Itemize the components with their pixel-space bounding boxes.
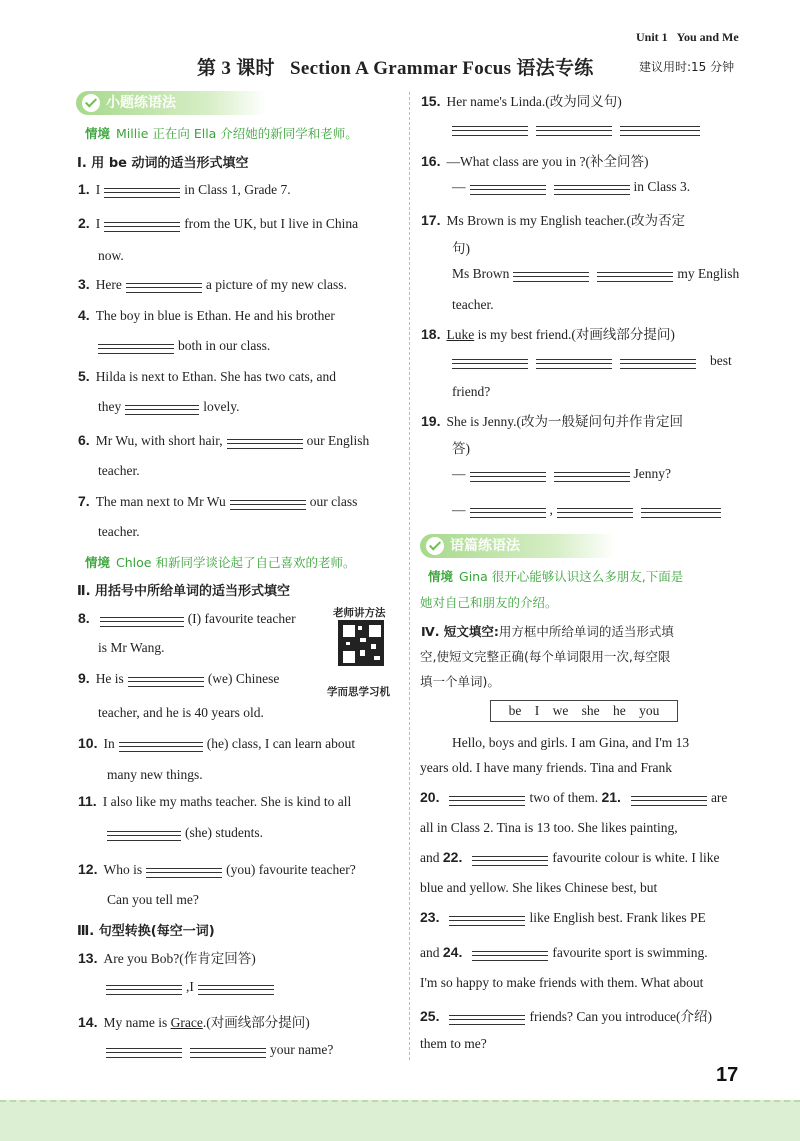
question-7-cont: teacher. [98, 524, 140, 539]
answer-blank[interactable] [452, 356, 528, 369]
answer-blank[interactable] [125, 402, 199, 415]
question-17: 17. Ms Brown is my English teacher.(改为否定 [421, 212, 685, 228]
answer-blank[interactable] [100, 614, 184, 627]
question-14-answer: your name? [102, 1042, 333, 1058]
passage-line-4: all in Class 2. Tina is 13 too. She likes painting, [420, 820, 678, 835]
question-1: 1. I in Class 1, Grade 7. [78, 181, 291, 197]
answer-blank[interactable] [620, 123, 700, 136]
answer-blank[interactable] [449, 793, 525, 806]
passage-line-2: years old. I have many friends. Tina and Frank [420, 760, 672, 775]
question-9-cont: teacher, and he is 40 years old. [98, 705, 264, 720]
question-2-cont: now. [98, 248, 124, 263]
section-4-instr-1: 空,使短文完整正确(每个单词限用一次,每空限 [420, 649, 671, 664]
answer-blank[interactable] [470, 182, 546, 195]
question-11-cont: (she) students. [103, 825, 263, 841]
answer-blank[interactable] [631, 793, 707, 806]
answer-blank[interactable] [449, 1012, 525, 1025]
question-17-cont: 句) [452, 241, 470, 256]
question-19-answer-2: — , [452, 502, 725, 518]
question-16: 16. —What class are you in ?(补全问答) [421, 153, 649, 169]
question-8: 8. (I) favourite teacher [78, 610, 296, 626]
context-1: 情境 Millie 正在向 Ella 介绍她的新同学和老师。 [85, 126, 358, 141]
column-divider [409, 92, 410, 1060]
answer-blank[interactable] [126, 280, 202, 293]
qr-code-icon[interactable] [338, 620, 384, 666]
question-17-answer: Ms Brown my English [452, 266, 740, 281]
question-19: 19. She is Jenny.(改为一般疑问句并作肯定回 [421, 413, 683, 429]
answer-blank[interactable] [198, 982, 274, 995]
question-6: 6. Mr Wu, with short hair, our English [78, 432, 370, 448]
passage-line-8: and 24. favourite sport is swimming. [420, 944, 708, 960]
question-7: 7. The man next to Mr Wu our class [78, 493, 358, 509]
question-5: 5. Hilda is next to Ethan. She has two cats, and [78, 368, 337, 384]
section-1-heading: Ⅰ. 用 be 动词的适当形式填空 [77, 156, 249, 171]
answer-blank[interactable] [452, 123, 528, 136]
passage-line-10: 25. friends? Can you introduce(介绍) [420, 1008, 713, 1024]
question-18-answer: best [448, 353, 732, 369]
answer-blank[interactable] [227, 436, 303, 449]
question-15: 15. Her name's Linda.(改为同义句) [421, 93, 622, 109]
answer-blank[interactable] [641, 505, 721, 518]
context-2: 情境 Chloe 和新同学谈论起了自己喜欢的老师。 [85, 555, 356, 570]
answer-blank[interactable] [119, 739, 203, 752]
question-13: 13. Are you Bob?(作肯定回答) [78, 950, 256, 966]
question-17-cont2: teacher. [452, 297, 494, 312]
banner-passage-exercises: 语篇练语法 [420, 534, 615, 558]
answer-blank[interactable] [513, 269, 589, 282]
answer-blank[interactable] [554, 469, 630, 482]
answer-blank[interactable] [472, 853, 548, 866]
page-number: 17 [716, 1064, 739, 1086]
question-3: 3. Here a picture of my new class. [78, 276, 347, 292]
check-icon [426, 537, 444, 555]
answer-blank[interactable] [620, 356, 696, 369]
answer-blank[interactable] [104, 185, 180, 198]
passage-line-3: 20. two of them. 21. are [420, 789, 728, 805]
question-18: 18. Luke is my best friend.(对画线部分提问) [421, 326, 675, 342]
context-3-cont: 她对自己和朋友的介绍。 [420, 595, 558, 610]
passage-line-1: Hello, boys and girls. I am Gina, and I'm 13 [452, 735, 690, 750]
page-title: 第 3 课时 Section A Grammar Focus 语法专练 [197, 58, 594, 79]
question-13-answer: ,I [102, 979, 278, 995]
answer-blank[interactable] [470, 505, 546, 518]
answer-blank[interactable] [536, 123, 612, 136]
answer-blank[interactable] [98, 341, 174, 354]
section-3-heading: Ⅲ. 句型转换(每空一词) [77, 924, 215, 939]
question-15-answer [448, 120, 704, 136]
qr-caption-bottom: 学而思学习机 [327, 686, 390, 698]
question-5-cont: they lovely. [98, 399, 240, 414]
question-11: 11. I also like my maths teacher. She is kind to all [78, 793, 352, 809]
unit-label: Unit 1 You and Me [636, 30, 739, 44]
answer-blank[interactable] [106, 1045, 182, 1058]
question-4: 4. The boy in blue is Ethan. He and his brother [78, 307, 335, 323]
question-10-cont: many new things. [107, 767, 203, 782]
question-16-answer: — in Class 3. [452, 179, 691, 194]
question-10: 10. In (he) class, I can learn about [78, 735, 356, 751]
answer-blank[interactable] [449, 913, 525, 926]
answer-blank[interactable] [107, 828, 181, 841]
qr-caption-top: 老师讲方法 [333, 607, 386, 619]
answer-blank[interactable] [190, 1045, 266, 1058]
question-12: 12. Who is (you) favourite teacher? [78, 861, 356, 877]
passage-line-11: them to me? [420, 1036, 487, 1051]
answer-blank[interactable] [597, 269, 673, 282]
answer-blank[interactable] [536, 356, 612, 369]
check-icon [82, 94, 100, 112]
passage-line-9: I'm so happy to make friends with them. What about [420, 975, 704, 990]
answer-blank[interactable] [230, 497, 306, 510]
question-18-cont: friend? [452, 384, 491, 399]
question-19-cont: 答) [452, 441, 470, 456]
passage-line-7: 23. like English best. Frank likes PE [420, 909, 706, 925]
passage-line-5: and 22. favourite colour is white. I like [420, 849, 720, 865]
question-2: 2. I from the UK, but I live in China [78, 215, 359, 231]
answer-blank[interactable] [146, 865, 222, 878]
answer-blank[interactable] [106, 982, 182, 995]
section-4-heading: Ⅳ. 短文填空:用方框中所给单词的适当形式填 [421, 624, 674, 639]
question-4-cont: both in our class. [94, 338, 270, 354]
banner-small-exercises: 小题练语法 [76, 91, 266, 115]
context-3: 情境 Gina 很开心能够认识这么多朋友,下面是 [428, 569, 684, 584]
question-19-answer-1: — Jenny? [452, 466, 671, 481]
answer-blank[interactable] [472, 948, 548, 961]
answer-blank[interactable] [104, 219, 180, 232]
suggested-time: 建议用时:15 分钟 [639, 60, 735, 74]
question-12-cont: Can you tell me? [107, 892, 199, 907]
question-6-cont: teacher. [98, 463, 140, 478]
footer-band [0, 1100, 800, 1141]
answer-blank[interactable] [554, 182, 630, 195]
question-9: 9. He is (we) Chinese [78, 670, 280, 686]
section-2-heading: Ⅱ. 用括号中所给单词的适当形式填空 [77, 584, 291, 599]
section-4-instr-2: 填一个单词)。 [420, 674, 500, 689]
answer-blank[interactable] [470, 469, 546, 482]
answer-blank[interactable] [557, 505, 633, 518]
question-8-cont: is Mr Wang. [98, 640, 165, 655]
question-14: 14. My name is Grace.(对画线部分提问) [78, 1014, 310, 1030]
word-box: be I we she he you [490, 700, 678, 722]
passage-line-6: blue and yellow. She likes Chinese best, but [420, 880, 658, 895]
answer-blank[interactable] [128, 674, 204, 687]
